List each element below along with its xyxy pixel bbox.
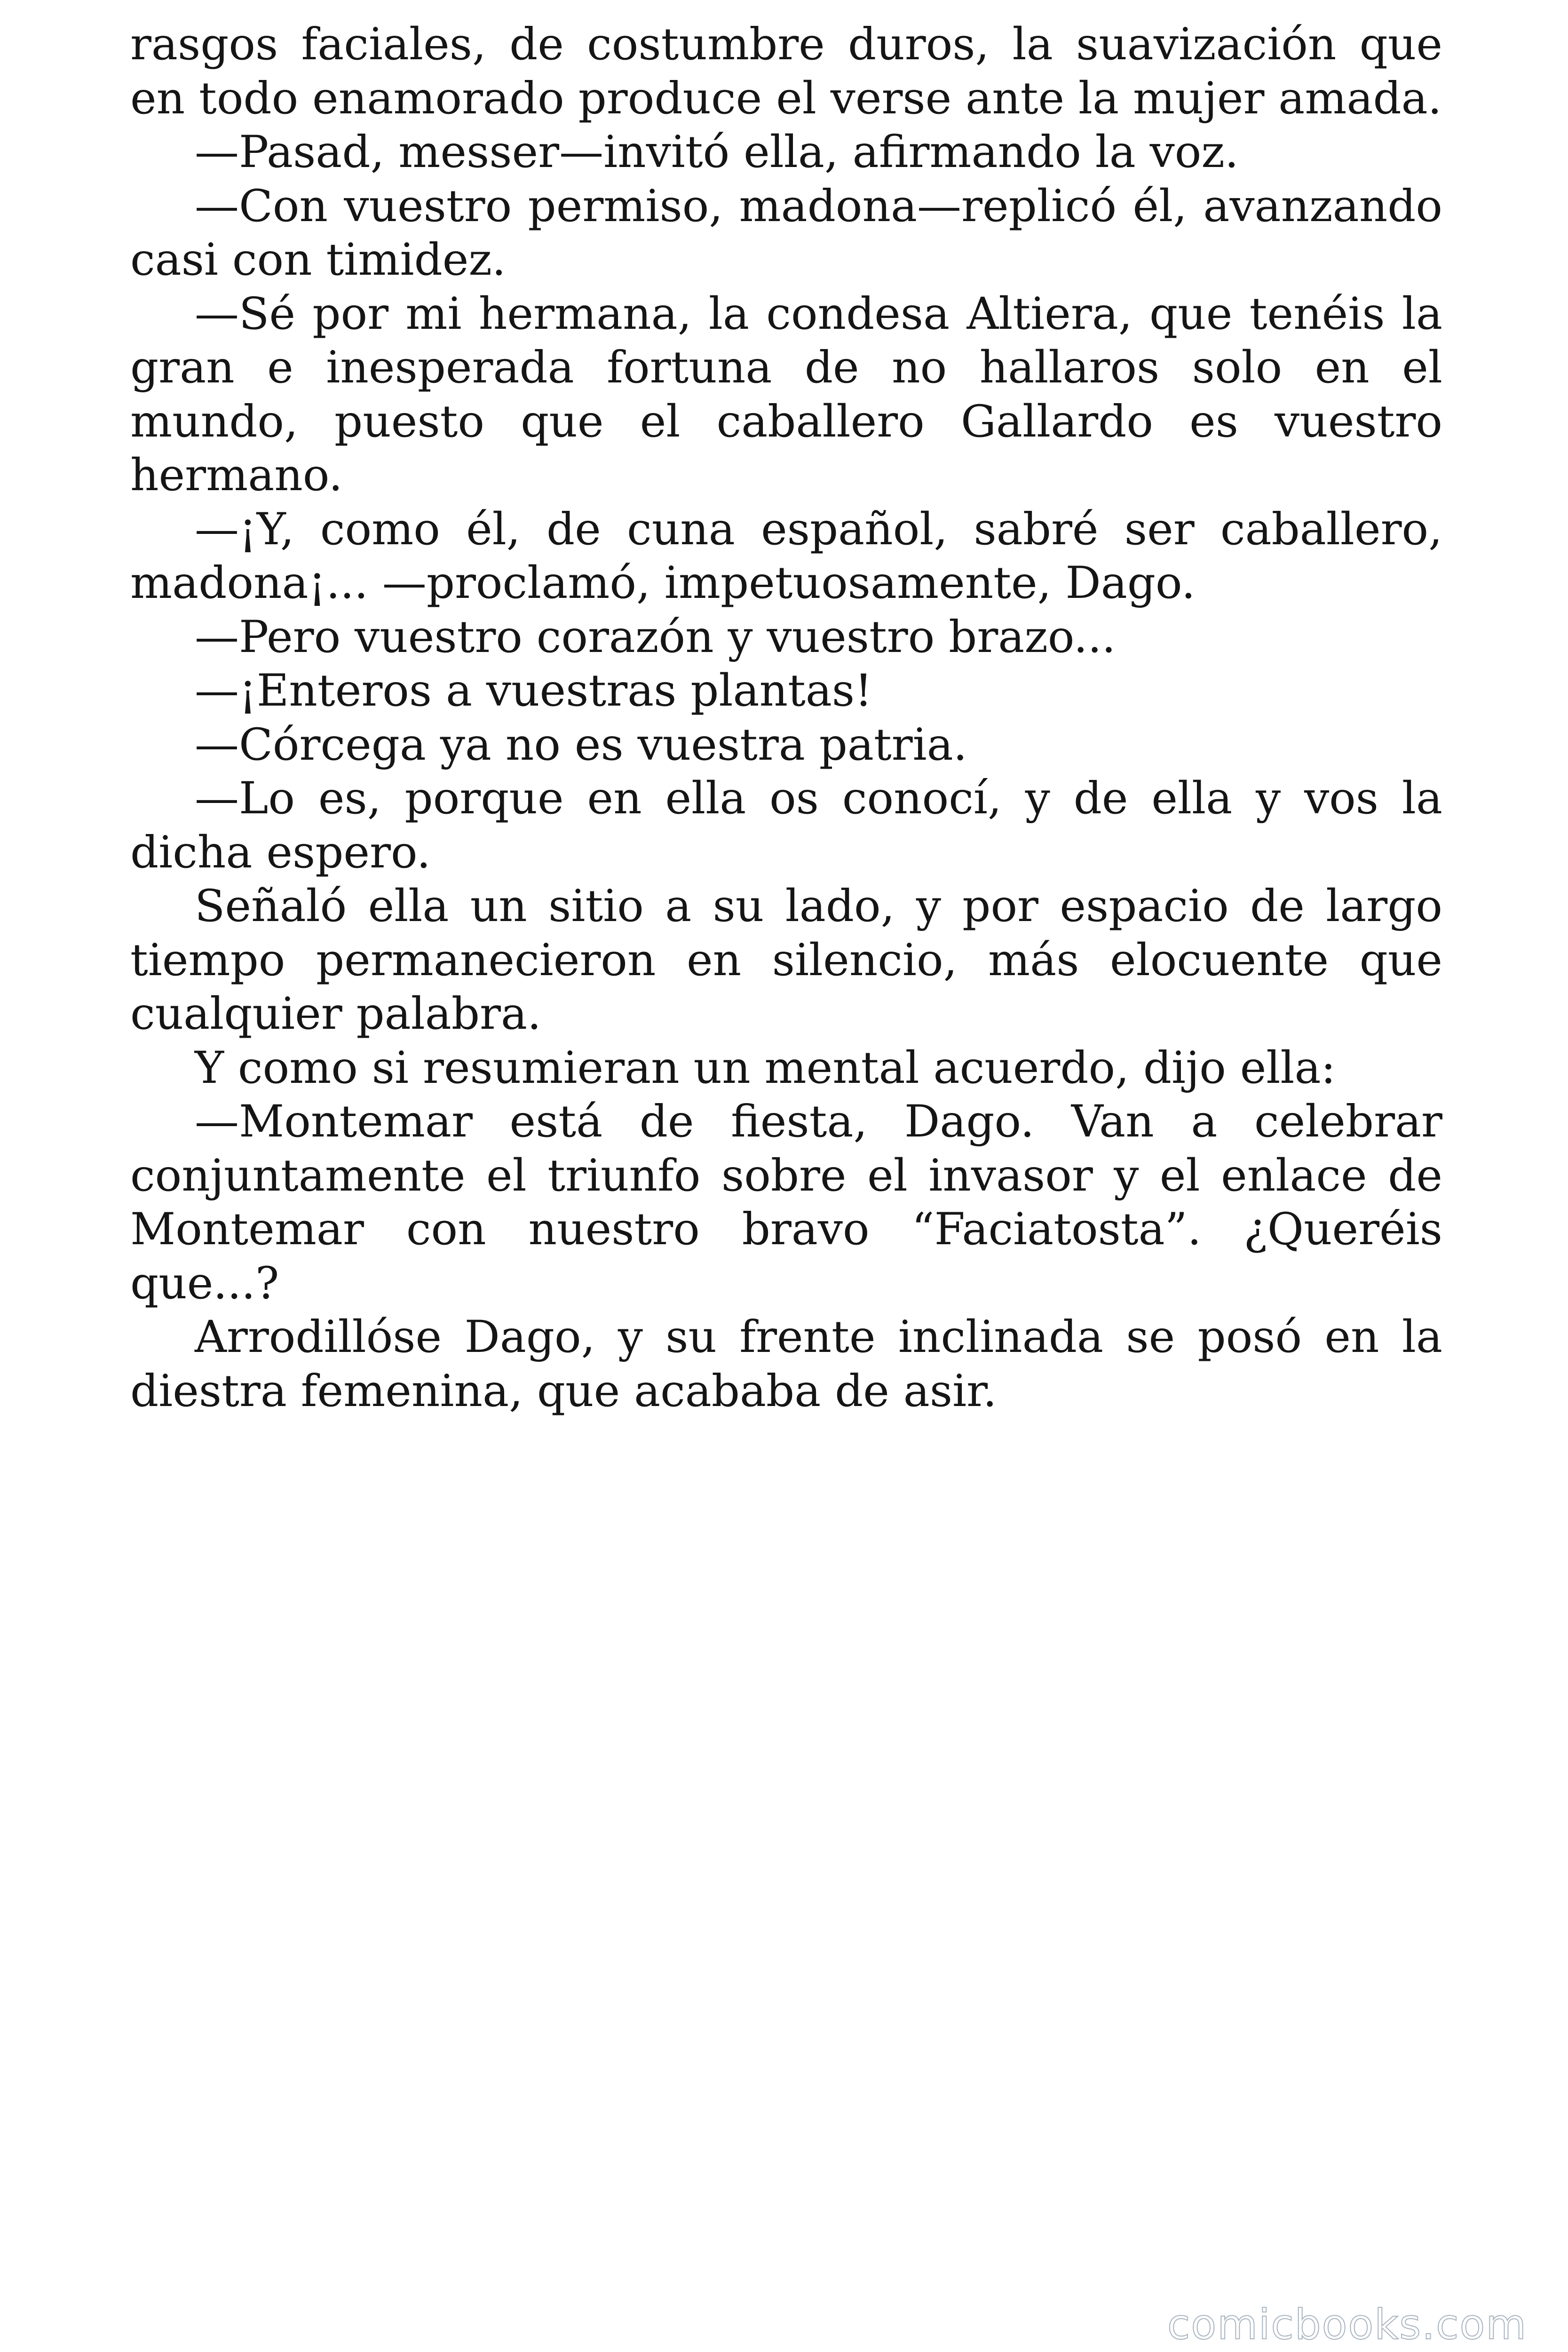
paragraph: —Lo es, porque en ella os conocí, y de ella y vos la dicha espero. (130, 773, 1442, 878)
paragraph: —Sé por mi hermana, la condesa Altiera, que tenéis la gran e inesperada fortuna de no hallaros solo en el mundo, puesto que el caballero Gallardo es vuestro hermano. (130, 288, 1442, 501)
paragraph: —Pero vuestro corazón y vuestro brazo... (195, 611, 1116, 663)
paragraph: —¡Y, como él, de cuna español, sabré ser caballero, madona¡... —proclamó, impetuosamente, Dago. (130, 503, 1442, 609)
paragraph: —Montemar está de fiesta, Dago. Van a celebrar conjuntamente el triunfo sobre el invasor y el enlace de Montemar con nuestro bravo “Faciatosta”. ¿Queréis que...? (130, 1096, 1442, 1309)
paragraph: Señaló ella un sitio a su lado, y por espacio de largo tiempo permanecieron en silencio, más elocuente que cualquier palabra. (130, 881, 1442, 1040)
paragraph: —Córcega ya no es vuestra patria. (195, 719, 967, 771)
paragraph: Arrodillóse Dago, y su frente inclinada se posó en la diestra femenina, que acababa de asir. (130, 1311, 1442, 1417)
paragraph: Y como si resumieran un mental acuerdo, dijo ella: (195, 1042, 1336, 1094)
paragraph: —¡Enteros a vuestras plantas! (195, 665, 872, 716)
watermark: comicbooks.com (1167, 2300, 1528, 2349)
paragraph: rasgos faciales, de costumbre duros, la suavización que en todo enamorado produce el verse ante la mujer amada. (130, 19, 1442, 124)
paragraph: —Pasad, messer—invitó ella, afirmando la voz. (195, 127, 1239, 178)
paragraph: —Con vuestro permiso, madona—replicó él, avanzando casi con timidez. (130, 180, 1442, 286)
page-text (130, 18, 1442, 1418)
